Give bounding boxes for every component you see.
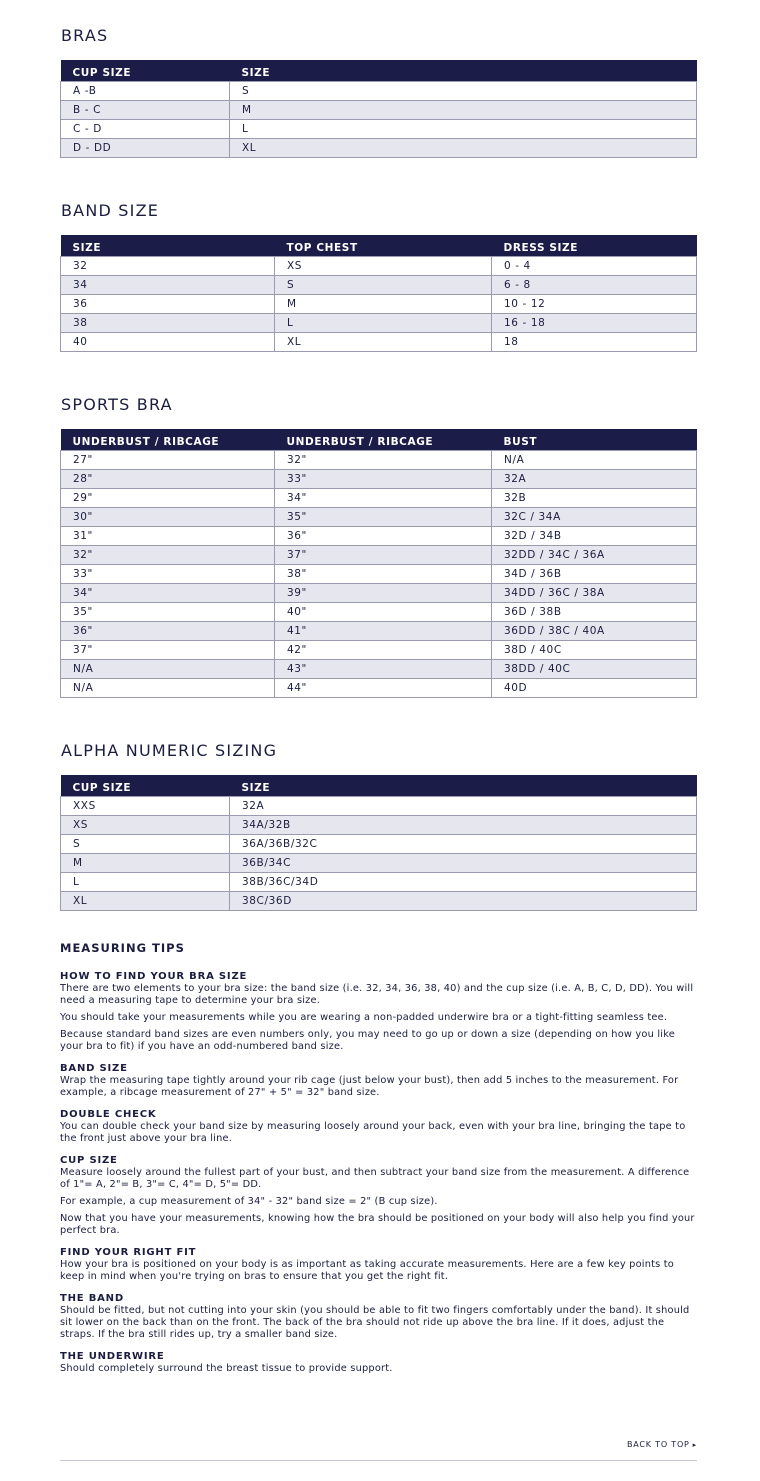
table-cell: 40" [275, 602, 492, 621]
table-cell: 32D / 34B [492, 526, 697, 545]
bras-title: BRAS [61, 26, 109, 45]
table-cell: S [230, 81, 697, 100]
table-row [61, 678, 697, 697]
table-row [61, 332, 697, 351]
table-cell: 39" [275, 583, 492, 602]
tip-section [60, 1109, 700, 1145]
table-cell: 38DD / 40C [492, 659, 697, 678]
divider [60, 1460, 697, 1461]
table-cell: XL [230, 138, 697, 157]
header-cell: CUP SIZE [61, 775, 230, 796]
table-cell: 32" [61, 545, 275, 564]
tip-section [60, 1351, 700, 1375]
table-cell: 10 - 12 [492, 294, 697, 313]
table-cell: 38 [61, 313, 275, 332]
tip-heading: HOW TO FIND YOUR BRA SIZE [60, 971, 248, 982]
table-cell: 40 [61, 332, 275, 351]
table-cell: D - DD [61, 138, 230, 157]
alpha-numeric-table [60, 775, 697, 911]
header-cell: UNDERBUST / RIBCAGE [275, 429, 492, 450]
tip-section [60, 1155, 700, 1237]
table-cell: 37" [275, 545, 492, 564]
table-cell: 18 [492, 332, 697, 351]
tip-paragraph: Should be fitted, but not cutting into your skin (you should be able to fit two fingers comfortably under the band). It should sit lower on the back than on the front. The back of the bra should not ride up above the bra line. If it does, adjust the straps. If the bra still rides up, try a smaller band size. [60, 1305, 690, 1340]
table-cell: XS [275, 256, 492, 275]
tip-section [60, 1293, 700, 1341]
header-cell: SIZE [230, 775, 697, 796]
bras-table [60, 60, 697, 158]
table-header-row [61, 235, 697, 256]
table-cell: 28" [61, 469, 275, 488]
header-cell: UNDERBUST / RIBCAGE [61, 429, 275, 450]
tip-heading: THE BAND [60, 1293, 124, 1304]
band-size-table [60, 235, 697, 352]
table-row [61, 891, 697, 910]
header-cell: CUP SIZE [61, 60, 230, 81]
table-cell: 32C / 34A [492, 507, 697, 526]
table-row [61, 313, 697, 332]
header-cell: DRESS SIZE [492, 235, 697, 256]
table-row [61, 488, 697, 507]
tip-paragraph: You can double check your band size by measuring loosely around your back, even with your bra line, bringing the tape to the front just above your bra line. [60, 1121, 686, 1144]
table-cell: 35" [61, 602, 275, 621]
table-row [61, 564, 697, 583]
table-cell: 33" [275, 469, 492, 488]
table-cell: 32DD / 34C / 36A [492, 545, 697, 564]
table-cell: 34" [61, 583, 275, 602]
table-cell: M [275, 294, 492, 313]
table-cell: 36 [61, 294, 275, 313]
table-cell: B - C [61, 100, 230, 119]
tip-heading: CUP SIZE [60, 1155, 118, 1166]
table-cell: 43" [275, 659, 492, 678]
tip-paragraph: Wrap the measuring tape tightly around your rib cage (just below your bust), then add 5 inches to the measurement. For example, a ribcage measurement of 27" + 5" = 32" band size. [60, 1075, 679, 1098]
table-cell: 36A/36B/32C [230, 834, 697, 853]
table-cell: M [61, 853, 230, 872]
table-cell: 41" [275, 621, 492, 640]
table-row [61, 119, 697, 138]
table-row [61, 294, 697, 313]
tip-paragraph: Now that you have your measurements, knowing how the bra should be positioned on your body will also help you find your perfect bra. [60, 1213, 695, 1236]
table-cell: XS [61, 815, 230, 834]
table-row [61, 815, 697, 834]
table-cell: 27" [61, 450, 275, 469]
table-cell: 35" [275, 507, 492, 526]
header-cell: BUST [492, 429, 697, 450]
tip-paragraph: You should take your measurements while you are wearing a non-padded underwire bra or a tight-fitting seamless tee. [60, 1012, 668, 1023]
table-row [61, 834, 697, 853]
tip-heading: THE UNDERWIRE [60, 1351, 165, 1362]
table-row [61, 526, 697, 545]
table-cell: 38C/36D [230, 891, 697, 910]
table-row [61, 275, 697, 294]
table-row [61, 81, 697, 100]
table-cell: XL [275, 332, 492, 351]
table-cell: 44" [275, 678, 492, 697]
alpha-numeric-title: ALPHA NUMERIC SIZING [61, 741, 278, 760]
table-cell: S [275, 275, 492, 294]
table-cell: N/A [492, 450, 697, 469]
table-cell: 32A [230, 796, 697, 815]
table-cell: 42" [275, 640, 492, 659]
tip-heading: BAND SIZE [60, 1063, 128, 1074]
table-row [61, 100, 697, 119]
table-row [61, 872, 697, 891]
table-header-row [61, 60, 697, 81]
table-cell: 34A/32B [230, 815, 697, 834]
table-cell: C - D [61, 119, 230, 138]
measuring-tips-title: MEASURING TIPS [60, 941, 185, 955]
header-cell: TOP CHEST [275, 235, 492, 256]
table-cell: 16 - 18 [492, 313, 697, 332]
table-cell: 40D [492, 678, 697, 697]
table-cell: 32B [492, 488, 697, 507]
table-cell: N/A [61, 659, 275, 678]
table-row [61, 450, 697, 469]
table-cell: 34" [275, 488, 492, 507]
table-row [61, 659, 697, 678]
table-cell: 33" [61, 564, 275, 583]
table-row [61, 138, 697, 157]
table-cell: 36DD / 38C / 40A [492, 621, 697, 640]
back-to-top-link[interactable] [627, 1440, 697, 1449]
table-cell: N/A [61, 678, 275, 697]
table-row [61, 256, 697, 275]
table-row [61, 621, 697, 640]
measuring-tips [60, 941, 700, 1385]
table-cell: 31" [61, 526, 275, 545]
table-header-row [61, 775, 697, 796]
tip-heading: FIND YOUR RIGHT FIT [60, 1247, 197, 1258]
back-to-top-label: BACK TO TOP [626, 1440, 690, 1449]
table-cell: S [61, 834, 230, 853]
table-cell: 36B/34C [230, 853, 697, 872]
triangle-right-icon: ▸ [692, 1441, 697, 1449]
table-cell: 34DD / 36C / 38A [492, 583, 697, 602]
table-cell: 34D / 36B [492, 564, 697, 583]
table-cell: 36D / 38B [492, 602, 697, 621]
table-cell: 29" [61, 488, 275, 507]
table-cell: 32A [492, 469, 697, 488]
tip-section [60, 1247, 700, 1283]
table-cell: 37" [61, 640, 275, 659]
table-cell: 0 - 4 [492, 256, 697, 275]
tip-paragraph: For example, a cup measurement of 34" - 32" band size = 2" (B cup size). [60, 1196, 438, 1207]
table-cell: 32" [275, 450, 492, 469]
sports-bra-table [60, 429, 697, 698]
tip-section [60, 1063, 700, 1099]
table-cell: M [230, 100, 697, 119]
table-row [61, 507, 697, 526]
table-cell: XXS [61, 796, 230, 815]
table-cell: 6 - 8 [492, 275, 697, 294]
table-cell: 34 [61, 275, 275, 294]
table-row [61, 796, 697, 815]
band-size-title: BAND SIZE [61, 201, 160, 220]
table-cell: A -B [61, 81, 230, 100]
table-row [61, 853, 697, 872]
table-cell: L [275, 313, 492, 332]
table-row [61, 640, 697, 659]
tip-section [60, 971, 700, 1053]
tip-paragraph: Because standard band sizes are even numbers only, you may need to go up or down a size (depending on how you like your bra to fit) if you have an odd-numbered band size. [60, 1029, 675, 1052]
table-cell: 32 [61, 256, 275, 275]
tip-paragraph: Should completely surround the breast tissue to provide support. [60, 1363, 393, 1374]
table-row [61, 469, 697, 488]
table-cell: 36" [275, 526, 492, 545]
tip-paragraph: Measure loosely around the fullest part of your bust, and then subtract your band size from the measurement. A difference of 1"= A, 2"= B, 3"= C, 4"= D, 5"= DD. [60, 1167, 690, 1190]
table-cell: 30" [61, 507, 275, 526]
table-cell: L [61, 872, 230, 891]
table-cell: 36" [61, 621, 275, 640]
table-header-row [61, 429, 697, 450]
table-cell: 38" [275, 564, 492, 583]
tip-paragraph: How your bra is positioned on your body is as important as taking accurate measurements. Here are a few key points to keep in mind when you're trying on bras to ensure that you get the right fit. [60, 1259, 674, 1282]
tip-paragraph: There are two elements to your bra size: the band size (i.e. 32, 34, 36, 38, 40) and the cup size (i.e. A, B, C, D, DD). You will need a measuring tape to determine your bra size. [60, 983, 694, 1006]
table-row [61, 583, 697, 602]
tip-heading: DOUBLE CHECK [60, 1109, 157, 1120]
table-row [61, 602, 697, 621]
header-cell: SIZE [230, 60, 697, 81]
table-cell: 38D / 40C [492, 640, 697, 659]
table-cell: L [230, 119, 697, 138]
header-cell: SIZE [61, 235, 275, 256]
table-row [61, 545, 697, 564]
table-cell: XL [61, 891, 230, 910]
table-cell: 38B/36C/34D [230, 872, 697, 891]
sports-bra-title: SPORTS BRA [61, 395, 173, 414]
